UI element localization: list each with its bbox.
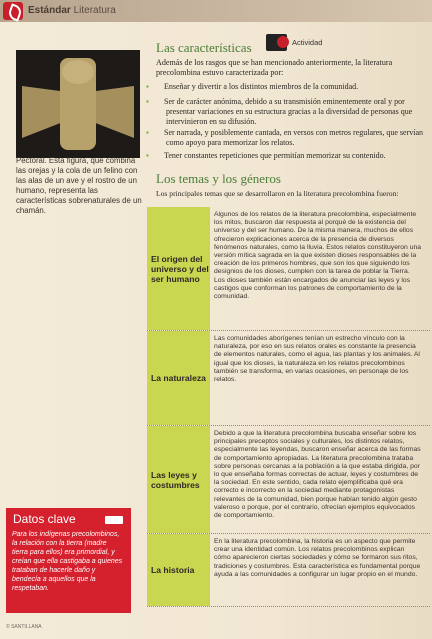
pectoral-head <box>62 60 94 84</box>
activity-label[interactable]: Actividad <box>292 38 323 47</box>
row-label-cell: El origen del universo y del ser humano <box>147 207 210 330</box>
series-name: Literatura <box>73 5 116 16</box>
bullet-mark: ▪ <box>146 82 149 91</box>
publisher-footer: © SANTILLANA <box>6 624 42 630</box>
themes-title: Los temas y los géneros <box>156 171 281 186</box>
brand-logo <box>3 2 23 20</box>
row-description: Debido a que la literatura precolombina buscaba enseñar sobre los principales preceptos sociales y culturales, los distintos relatos, especialmente las leyendas, buscaron enseñar acerca de las formas de comportamiento apropiadas. La literatura precolombina trataba sobre personas cercanas a la población a la que estaba dirigida, por lo que enseñaba formas correctas de actuar, leyes y costumbres de la sociedad. En este sentido, cada relato ejemplificaba qué era correcto e incorrecto en la sociedad mediante protagonistas relevantes de la comunidad, bien porque habían tenido algún gesto valeroso o porque, por el contrario, ofrecían ejemplos equivocados de comportamiento. <box>214 430 421 520</box>
bullet-mark: ▪ <box>146 128 149 137</box>
table-row <box>147 534 430 607</box>
table-row <box>147 426 430 534</box>
table-row <box>147 331 430 426</box>
themes-intro: Los principales temas que se desarrollaron en la literatura precolombina fueron: <box>156 189 399 198</box>
characteristics-bullet-2: ▪ Ser de carácter anónima, debido a su transmisión eminentemente oral y por presentar variaciones en su estructura gracias a la diversidad de personas que intervinieron en su difusión. <box>146 97 413 126</box>
series-title <box>28 5 116 16</box>
figure-caption: Pectoral. Esta figura, que combina las orejas y la cola de un felino con las alas de un ave y el rostro de un humano, representa las características sobrenaturales de un chamán. <box>16 156 142 215</box>
datos-clave-title: Datos clave <box>13 512 76 526</box>
datos-clave-text: Para los indígenas precolombinos, la relación con la tierra (madre tierra para ellos) era primordial, y creían que ella castigaba a quienes trataban de hacerle daño y bendecía a aquellos que la respetaban. <box>12 531 123 592</box>
pectoral-right-wing <box>94 86 134 138</box>
row-description: Las comunidades aborígenes tenían un estrecho vínculo con la naturaleza, por eso en sus relatos orales es constante la presencia de elementos naturales, como el agua, las plantas y los animales. Al igual que los dioses, la naturaleza en los relatos precolombinos también se transforma, en varias ocasiones, en personaje de los relatos. <box>214 335 420 384</box>
characteristics-bullet-3: ▪ Ser narrada, y posiblemente cantada, en versos con metros regulares, que servían como apoyo para memorizar los relatos. <box>146 128 424 147</box>
bullet-mark: ▪ <box>146 97 149 106</box>
row-description: En la literatura precolombina, la historia es un aspecto que permite crear una identidad común. Los relatos precolombinos explican cómo aparecieron ciertas sociedades y cómo se formaron sus ritos, tradiciones y costumbres. Esta característica es fundamental porque ayuda a las comunidades a configurar un lugar propio en el mundo. <box>214 538 421 578</box>
row-description: Algunos de los relatos de la literatura precolombina, especialmente los mitos, buscaron dar respuesta al porqué de la existencia del universo y del ser humano. De la misma manera, muchos de ellos ofrecieron explicaciones acerca de la presencia de diversos fenómenos naturales, como la lluvia. Estos relatos constituyeron una versión mítica sagrada en la que existen dioses responsables de la creación de los primeros hombres, que son los que siguiendo los designios de los dioses, cumplen con la tarea de poblar la Tierra. Los dioses también están encargados de anunciar las leyes y los castigos que conforman los patrones de comportamiento de la comunidad. <box>214 211 422 301</box>
row-label-cell: Las leyes y costumbres <box>147 426 210 533</box>
row-label-cell: La historia <box>147 534 210 606</box>
themes-table <box>147 207 430 606</box>
characteristics-intro: Además de los rasgos que se han mencionado anteriormente, la literatura precolombina estuvo caracterizada por: <box>156 58 393 77</box>
series-brand: Estándar <box>28 5 71 16</box>
page-header <box>0 0 432 22</box>
bullet-mark: ▪ <box>146 151 149 160</box>
activity-icon[interactable] <box>266 34 287 51</box>
table-row <box>147 207 430 331</box>
datos-icon <box>105 516 123 524</box>
pectoral-image <box>16 50 140 158</box>
characteristics-bullet-1: ▪ Enseñar y divertir a los distintos miembros de la comunidad. <box>146 82 359 91</box>
row-label-cell: La naturaleza <box>147 331 210 425</box>
characteristics-bullet-4: ▪ Tener constantes repeticiones que permitían memorizar su contenido. <box>146 151 386 160</box>
characteristics-title: Las características <box>156 40 252 55</box>
pectoral-left-wing <box>22 86 62 138</box>
datos-clave-box <box>6 508 131 613</box>
